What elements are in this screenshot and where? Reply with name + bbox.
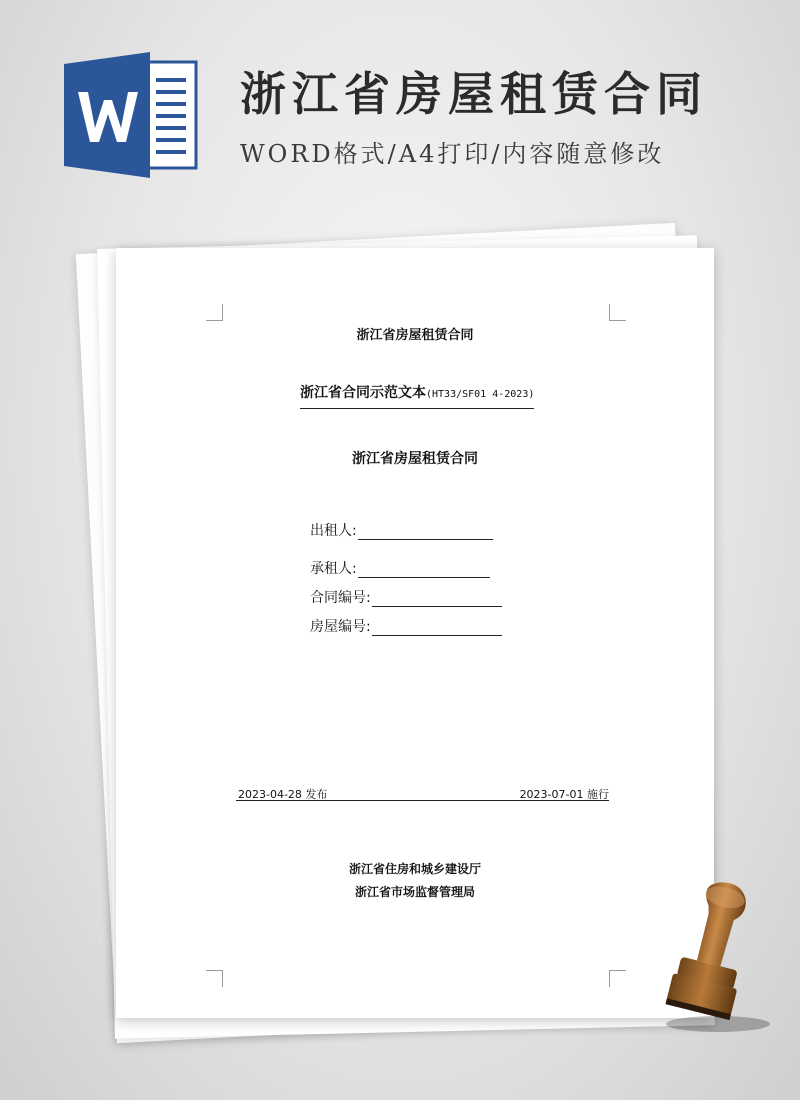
field-label: 承租人: <box>310 561 357 577</box>
page-title: 浙江省房屋租赁合同 <box>240 67 708 121</box>
effective-date: 2023-07-01 施行 <box>519 788 609 801</box>
word-document-icon <box>64 52 198 178</box>
crop-mark <box>206 970 223 987</box>
blank-line <box>358 563 490 578</box>
crop-mark <box>609 304 626 321</box>
rubber-stamp-icon <box>652 878 772 1034</box>
standard-code: (HT33/SF01 4-2023) <box>426 389 535 400</box>
standard-text-label <box>300 382 534 409</box>
field-label: 合同编号: <box>310 590 371 606</box>
document-page <box>116 248 714 1018</box>
date-row <box>236 786 609 801</box>
standard-label: 浙江省合同示范文本 <box>300 385 426 401</box>
page-subtitle: WORD格式/A4打印/内容随意修改 <box>240 140 665 168</box>
contract-number-field <box>310 587 502 607</box>
document-title: 浙江省房屋租赁合同 <box>352 451 478 467</box>
lessee-field <box>310 558 490 578</box>
issuer-1: 浙江省住房和城乡建设厅 <box>348 862 481 876</box>
blank-line <box>372 592 502 607</box>
crop-mark <box>609 970 626 987</box>
issuer-2: 浙江省市场监督管理局 <box>354 885 475 899</box>
house-number-field <box>310 616 502 636</box>
document-header-title: 浙江省房屋租赁合同 <box>356 328 474 343</box>
lessor-field <box>310 520 493 540</box>
crop-mark <box>206 304 223 321</box>
blank-line <box>358 525 493 540</box>
publish-date: 2023-04-28 发布 <box>238 788 328 801</box>
blank-line <box>372 621 502 636</box>
field-label: 房屋编号: <box>310 619 371 635</box>
field-label: 出租人: <box>310 523 357 539</box>
